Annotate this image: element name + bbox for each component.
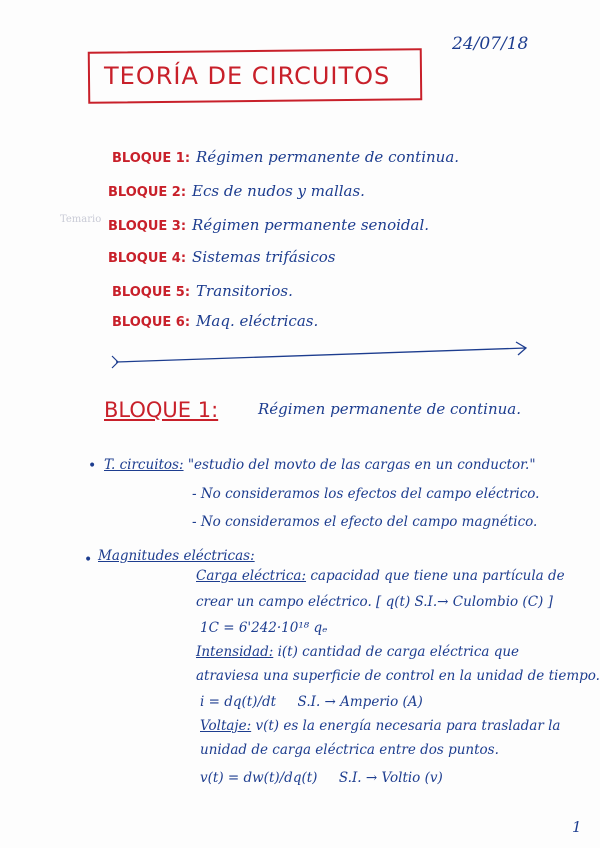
volt-units: S.I. → Voltio (v) xyxy=(338,770,443,786)
date: 24/07/18 xyxy=(452,34,529,54)
block-desc: Régimen permanente senoidal. xyxy=(192,216,430,234)
block-item-1 xyxy=(112,148,459,166)
block-item-5 xyxy=(112,282,293,300)
block-label: BLOQUE 1: xyxy=(112,151,191,166)
page-title: TEORÍA DE CIRCUITOS xyxy=(104,62,391,90)
int-term: Intensidad: xyxy=(196,644,274,660)
block-label: BLOQUE 4: xyxy=(108,251,187,266)
carga-def-1: capacidad que tiene una partícula de xyxy=(310,568,565,584)
block-label: BLOQUE 5: xyxy=(112,285,191,300)
int-units: S.I. → Amperio (A) xyxy=(297,694,423,710)
volt-def-1: v(t) es la energía necesaria para trasladar la xyxy=(255,718,561,734)
block-item-3 xyxy=(108,216,429,234)
bullet-dot: • xyxy=(88,458,97,474)
int-equation: i = dq(t)/dt xyxy=(200,694,277,710)
tc-line xyxy=(104,457,536,473)
carga-def-2: crear un campo eléctrico. xyxy=(196,594,372,610)
int-line-3 xyxy=(200,694,423,710)
block-label: BLOQUE 6: xyxy=(112,315,191,330)
tc-term: T. circuitos: xyxy=(104,457,184,473)
carga-units: [ q(t) S.I.→ Culombio (C) ] xyxy=(376,594,553,610)
carga-equation: 1C = 6'242·10¹⁸ qₑ xyxy=(200,620,328,636)
divider-arrow xyxy=(110,338,535,370)
tc-definition: "estudio del movto de las cargas en un conductor." xyxy=(187,457,536,473)
volt-def-2: unidad de carga eléctrica entre dos puntos. xyxy=(200,742,499,758)
volt-line-3 xyxy=(200,770,443,786)
carga-line-2 xyxy=(196,594,553,610)
section-title: BLOQUE 1: xyxy=(104,398,219,422)
section-desc: Régimen permanente de continua. xyxy=(258,400,521,418)
block-item-4 xyxy=(108,248,335,266)
carga-term: Carga eléctrica: xyxy=(196,568,307,584)
faint-note: Temario xyxy=(60,214,102,225)
block-label: BLOQUE 2: xyxy=(108,185,187,200)
carga-line-1 xyxy=(196,568,565,584)
page-number: 1 xyxy=(572,818,582,836)
block-desc: Maq. eléctricas. xyxy=(196,312,319,330)
block-label: BLOQUE 3: xyxy=(108,219,187,234)
block-desc: Transitorios. xyxy=(196,282,293,300)
block-desc: Sistemas trifásicos xyxy=(192,248,336,266)
block-desc: Régimen permanente de continua. xyxy=(196,148,460,166)
volt-line-1 xyxy=(200,718,560,734)
int-def-2: atraviesa una superficie de control en la unidad de tiempo. xyxy=(196,668,600,684)
volt-equation: v(t) = dw(t)/dq(t) xyxy=(200,770,318,786)
int-def-1: i(t) cantidad de carga eléctrica que xyxy=(277,644,520,660)
tc-sub-1: - No consideramos los efectos del campo eléctrico. xyxy=(192,486,540,502)
tc-sub-2: - No consideramos el efecto del campo magnético. xyxy=(192,514,538,530)
block-item-2 xyxy=(108,182,365,200)
int-line-1 xyxy=(196,644,519,660)
magnitudes-heading: Magnitudes eléctricas: xyxy=(98,548,255,564)
bullet-dot: • xyxy=(84,552,93,568)
block-desc: Ecs de nudos y mallas. xyxy=(192,182,365,200)
block-item-6 xyxy=(112,312,318,330)
volt-term: Voltaje: xyxy=(200,718,252,734)
